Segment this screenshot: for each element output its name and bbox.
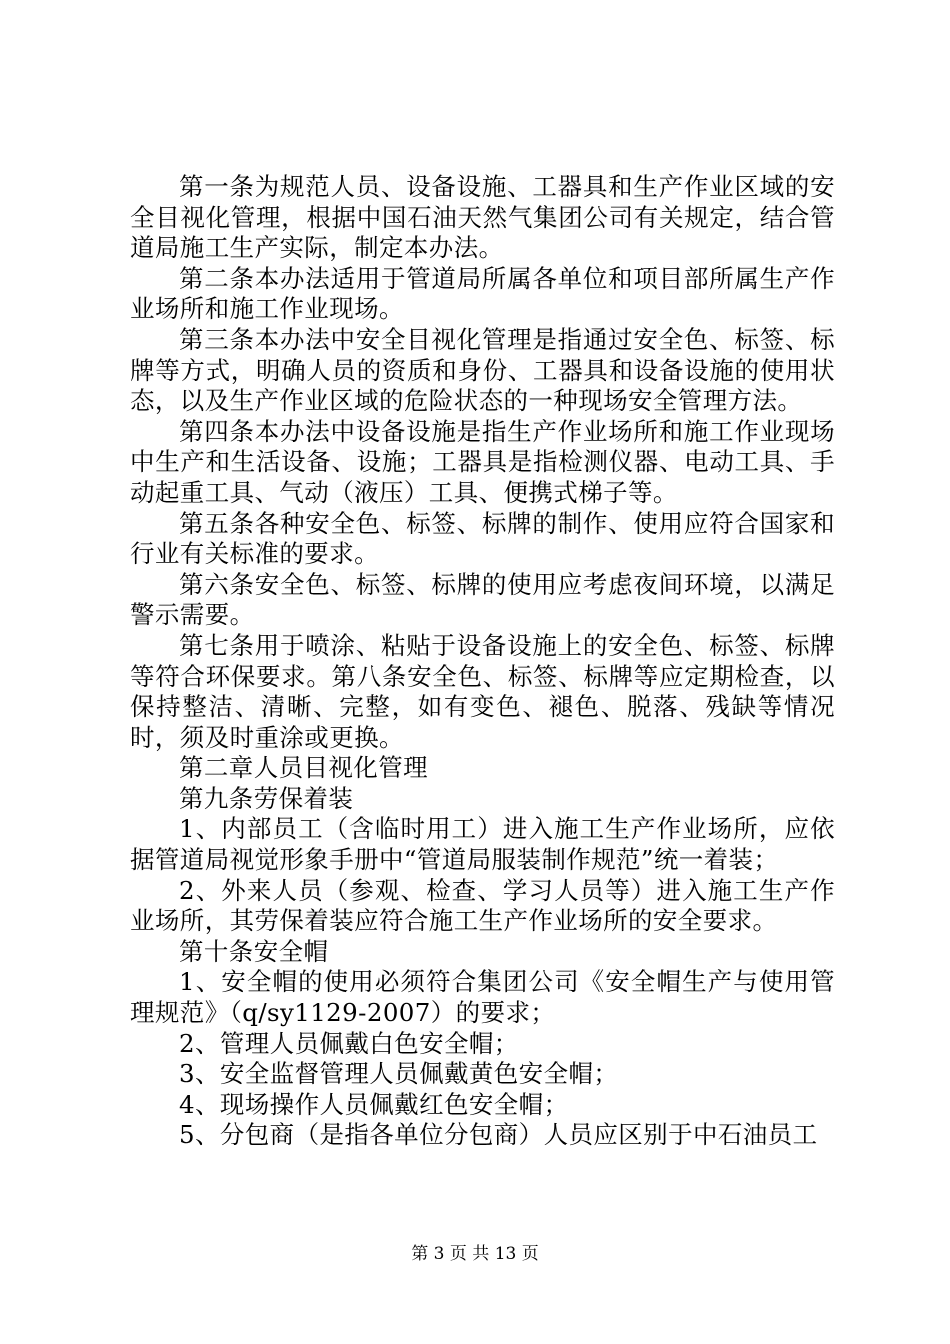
article-heading: 第十条安全帽: [179, 936, 329, 966]
paragraph: 第七条用于喷涂、粘贴于设备设施上的安全色、标签、标牌等符合环保要求。第八条安全色、标签、标牌等应定期检查，以保持整洁、清晰、完整，如有变色、褪色、脱落、残缺等情况时，须及时重涂或更换。: [130, 630, 835, 752]
paragraph: 第五条各种安全色、标签、标牌的制作、使用应符合国家和行业有关标准的要求。: [130, 508, 835, 569]
article-heading: 第九条劳保着装: [179, 783, 354, 813]
paragraph: 第六条安全色、标签、标牌的使用应考虑夜间环境，以满足警示需要。: [130, 569, 835, 630]
list-item: 4、现场操作人员佩戴红色安全帽；: [179, 1089, 569, 1119]
list-item: 1、内部员工（含临时用工）进入施工生产作业场所，应依据管道局视觉形象手册中“管道局服装制作规范”统一着装；: [130, 814, 835, 875]
paragraph: 第二条本办法适用于管道局所属各单位和项目部所属生产作业场所和施工作业现场。: [130, 263, 835, 324]
paragraph: 第四条本办法中设备设施是指生产作业场所和施工作业现场中生产和生活设备、设施；工器具是指检测仪器、电动工具、手动起重工具、气动（液压）工具、便携式梯子等。: [130, 416, 835, 507]
chapter-heading: 第二章人员目视化管理: [179, 753, 428, 783]
paragraph: 第三条本办法中安全目视化管理是指通过安全色、标签、标牌等方式，明确人员的资质和身份、工器具和设备设施的使用状态，以及生产作业区域的危险状态的一种现场安全管理方法。: [130, 324, 835, 416]
list-item: 1、安全帽的使用必须符合集团公司《安全帽生产与使用管理规范》（q/sy1129-2007）的要求；: [130, 967, 835, 1028]
paragraph: 第一条为规范人员、设备设施、工器具和生产作业区域的安全目视化管理，根据中国石油天然气集团公司有关规定，结合管道局施工生产实际，制定本办法。: [130, 172, 835, 263]
page-number-footer: 第 3 页 共 13 页: [411, 1244, 539, 1264]
document-body: [130, 172, 835, 1151]
list-item: 2、管理人员佩戴白色安全帽；: [179, 1028, 519, 1058]
list-item: 3、安全监督管理人员佩戴黄色安全帽；: [179, 1059, 619, 1089]
list-item: 2、外来人员（参观、检查、学习人员等）进入施工生产作业场所，其劳保着装应符合施工生产作业场所的安全要求。: [130, 875, 835, 936]
list-item: 5、分包商（是指各单位分包商）人员应区别于中石油员工: [179, 1120, 818, 1150]
